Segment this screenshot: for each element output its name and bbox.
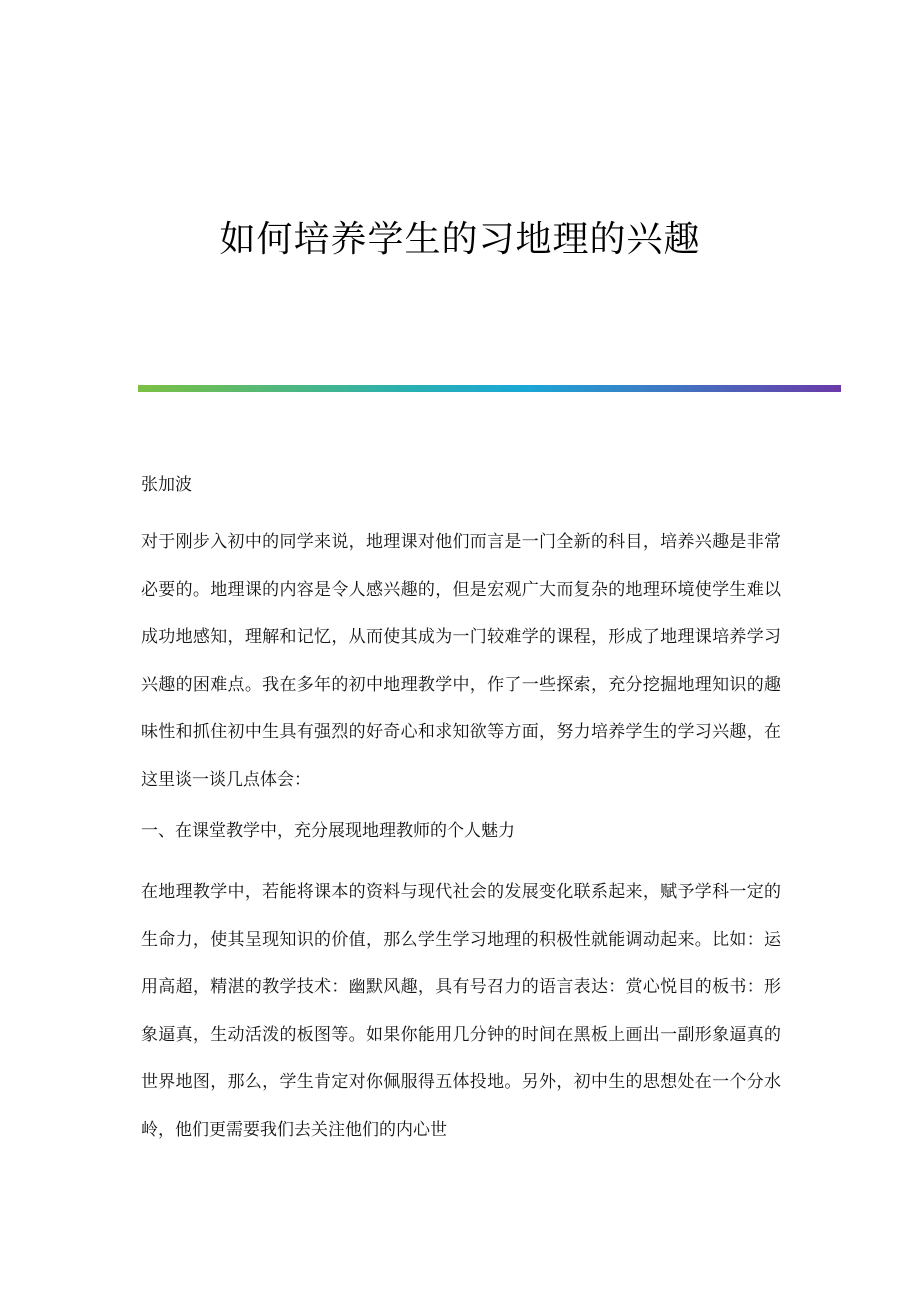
section-heading: 一、在课堂教学中，充分展现地理教师的个人魅力 [141, 821, 515, 841]
intro-paragraph: 对于刚步入初中的同学来说，地理课对他们而言是一门全新的科目，培养兴趣是非常必要的。地理课的内容是令人感兴趣的，但是宏观广大而复杂的地理环境使学生难以成功地感知，理解和记忆，从而使其成为一门较难学的课程，形成了地理课培养学习兴趣的困难点。我在多年的初中地理教学中，作了一些探索，充分挖掘地理知识的趣味性和抓住初中生具有强烈的好奇心和求知欲等方面，努力培养学生的学习兴趣，在这里谈一谈几点体会： [141, 532, 781, 790]
section-paragraph: 在地理教学中，若能将课本的资料与现代社会的发展变化联系起来，赋予学科一定的生命力，使其呈现知识的价值，那么学生学习地理的积极性就能调动起来。比如：运用高超，精湛的教学技术：幽默风趣，具有号召力的语言表达：赏心悦目的板书：形象逼真，生动活泼的板图等。如果你能用几分钟的时间在黑板上画出一副形象逼真的世界地图，那么，学生肯定对你佩服得五体投地。另外，初中生的思想处在一个分水岭，他们更需要我们去关注他们的内心世 [141, 882, 781, 1140]
document-title: 如何培养学生的习地理的兴趣 [219, 219, 701, 260]
title-divider [138, 385, 841, 392]
author-name: 张加波 [141, 475, 192, 495]
